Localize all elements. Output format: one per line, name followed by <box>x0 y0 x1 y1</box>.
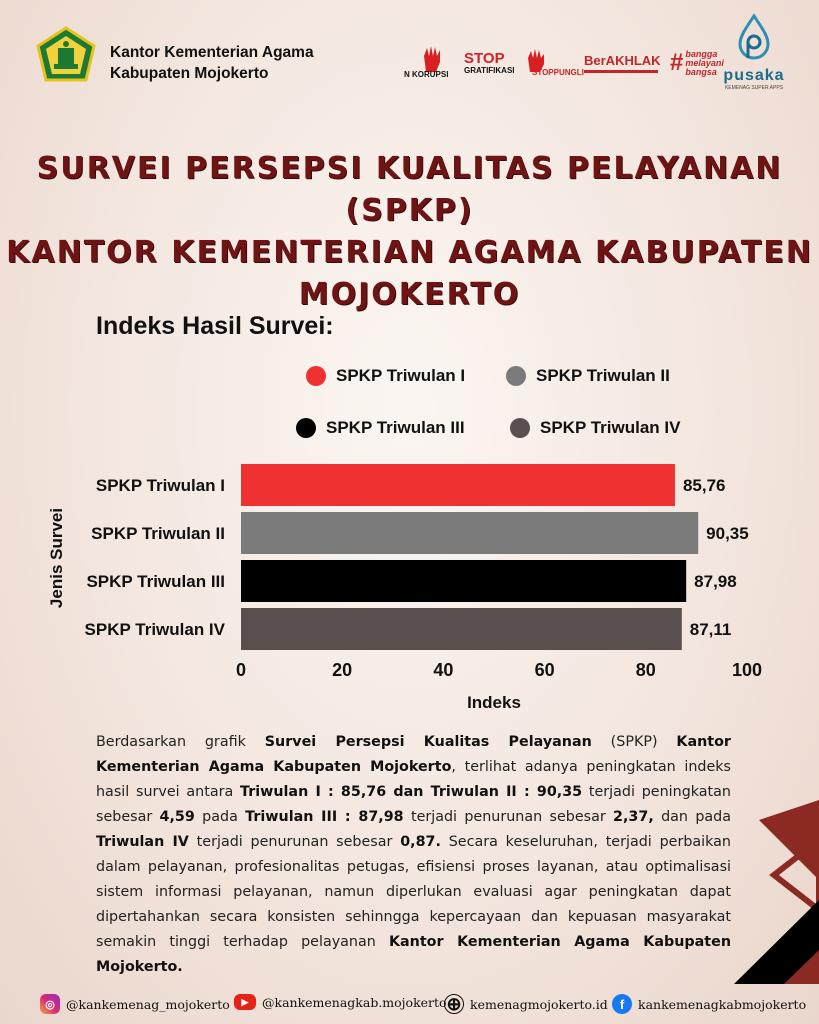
legend-item-triwulan-1 <box>306 366 465 386</box>
stop-gratifikasi-badge <box>464 51 520 76</box>
instagram-handle: @kankemenag_mojokerto <box>66 996 230 1012</box>
melayani-text: melayani <box>685 57 724 68</box>
desc-bold-9: Kantor Kementerian Agama Kabupaten Mojokerto. <box>96 934 732 975</box>
footer-facebook[interactable] <box>612 994 806 1014</box>
value-labels <box>683 476 749 639</box>
title-line-1: SURVEI PERSEPSI KUALITAS PELAYANAN (SPKP) <box>36 151 783 228</box>
org-line-2: Kabupaten Mojokerto <box>110 65 269 82</box>
category-label-spkp-triwulan-i: SPKP Triwulan I <box>95 476 225 495</box>
desc-bold-8: 0,87. <box>400 834 441 850</box>
desc-bold-2: Kantor Kementerian Agama Kabupaten Mojokerto <box>96 734 731 775</box>
footer-instagram[interactable] <box>40 994 230 1014</box>
legend-label-triwulan-1: SPKP Triwulan I <box>336 366 466 385</box>
y-axis-label: Jenis Survei <box>47 507 66 609</box>
stop-pungli-text: STOPPUNGLI <box>532 68 584 77</box>
footer-website[interactable] <box>444 994 608 1014</box>
bar-spkp-triwulan-iii <box>241 560 686 602</box>
desc-text-9: Secara keseluruhan, terjadi perbaikan dalam pelayanan, profesionalitas petugas, efisiensi proses layanan, atau optimalisasi sistem informasi pelayanan, namun diperlukan evaluasi agar peningkatan dapat dipertahankan secara konsisten sehinngga kepercayaan dan kepuasan masyarakat semakin tinggi terhadap pelayanan <box>96 834 731 950</box>
legend-item-triwulan-3 <box>296 418 465 438</box>
title-line-2: KANTOR KEMENTERIAN AGAMA KABUPATEN <box>6 235 813 270</box>
category-label-spkp-triwulan-iv: SPKP Triwulan IV <box>84 620 225 639</box>
desc-bold-5: Triwulan III : 87,98 <box>245 809 404 825</box>
desc-text-4: terjadi peningkatan sebesar <box>96 784 731 825</box>
berakhlak-text: BerAKHLAK <box>584 52 661 68</box>
desc-text-7: dan pada <box>653 809 732 825</box>
desc-text-6: terjadi penurunan sebesar <box>403 809 614 825</box>
x-tick-100: 100 <box>731 660 763 680</box>
x-tick-0: 0 <box>235 660 247 680</box>
gratifikasi-text: GRATIFIKASI <box>464 65 515 75</box>
legend-item-triwulan-2 <box>506 366 670 386</box>
no-korupsi-badge <box>404 44 460 82</box>
desc-text-8: terjadi penurunan sebesar <box>188 834 401 850</box>
organization-name <box>110 42 314 84</box>
facebook-icon: f <box>612 994 632 1014</box>
bar-spkp-triwulan-ii <box>241 512 698 554</box>
x-axis-label: Indeks <box>467 693 521 712</box>
footer <box>0 984 819 1024</box>
desc-bold-1: Survei Persepsi Kualitas Pelayanan <box>264 734 592 750</box>
stop-text: STOP <box>464 49 505 67</box>
desc-bold-4: 4,59 <box>159 809 195 825</box>
x-tick-40: 40 <box>433 660 454 680</box>
legend-dot-triwulan-2 <box>506 366 526 386</box>
globe-icon: ⊕ <box>444 994 464 1014</box>
x-tick-20: 20 <box>332 660 353 680</box>
instagram-icon: ◎ <box>40 994 60 1014</box>
legend-label-triwulan-4: SPKP Triwulan IV <box>540 418 681 437</box>
x-tick-labels <box>236 660 762 680</box>
bar-spkp-triwulan-i <box>241 464 675 506</box>
pusaka-subtitle: KEMENAG SUPER APPS <box>724 85 784 91</box>
legend-dot-triwulan-3 <box>296 418 316 438</box>
value-label-spkp-triwulan-i: 85,76 <box>682 476 726 495</box>
legend-label-triwulan-2: SPKP Triwulan II <box>536 366 670 385</box>
desc-bold-3: Triwulan I : 85,76 dan Triwulan II : 90,35 <box>240 784 583 800</box>
website-url: kemenagmojokerto.id <box>470 996 608 1012</box>
bangsa-text: bangsa <box>685 66 717 77</box>
category-label-spkp-triwulan-iii: SPKP Triwulan III <box>86 572 225 591</box>
desc-text-1: Berdasarkan grafik <box>96 734 265 750</box>
bar-spkp-triwulan-iv <box>241 608 682 650</box>
bangga-melayani-bangsa-badge <box>670 50 730 77</box>
title-line-3: MOJOKERTO <box>298 277 521 312</box>
no-korupsi-text: N KORUPSI <box>404 70 449 79</box>
category-label-spkp-triwulan-ii: SPKP Triwulan II <box>91 524 225 543</box>
stop-pungli-badge <box>524 44 584 82</box>
desc-text-3: , terlihat adanya peningkatan indeks hasil survei antara <box>96 759 731 800</box>
legend-dot-triwulan-1 <box>306 366 326 386</box>
value-label-spkp-triwulan-ii: 90,35 <box>706 524 749 543</box>
desc-bold-6: 2,37, <box>613 809 654 825</box>
desc-text-5: pada <box>194 809 246 825</box>
desc-text-2: (SPKP) <box>591 734 677 750</box>
bangga-text: bangga <box>685 48 718 59</box>
pusaka-drop-icon <box>734 14 774 62</box>
description-paragraph <box>96 730 731 980</box>
berakhlak-underline <box>584 70 658 73</box>
hashtag-icon: # <box>670 49 684 76</box>
page-title <box>0 148 819 316</box>
berakhlak-badge <box>584 54 666 73</box>
youtube-icon: ▶ <box>234 994 256 1010</box>
kemenag-logo <box>36 26 96 84</box>
pusaka-word: pusaka <box>723 67 785 84</box>
corner-decoration <box>729 800 819 984</box>
desc-bold-7: Triwulan IV <box>96 834 189 850</box>
org-line-1: Kantor Kementerian Agama <box>110 44 314 61</box>
bars-group <box>241 464 698 650</box>
x-tick-80: 80 <box>635 660 656 680</box>
category-labels <box>85 476 226 639</box>
legend-item-triwulan-4 <box>510 418 680 438</box>
legend-label-triwulan-3: SPKP Triwulan III <box>326 418 465 437</box>
bar-chart <box>0 440 819 720</box>
pusaka-logo <box>722 14 786 91</box>
campaign-badges <box>404 42 730 84</box>
youtube-handle: @kankemenagkab.mojokerto <box>262 994 447 1010</box>
value-label-spkp-triwulan-iii: 87,98 <box>694 572 737 591</box>
legend-dot-triwulan-4 <box>510 418 530 438</box>
facebook-handle: kankemenagkabmojokerto <box>638 996 807 1012</box>
value-label-spkp-triwulan-iv: 87,11 <box>689 620 732 639</box>
footer-youtube[interactable] <box>234 994 447 1010</box>
chart-subtitle: Indeks Hasil Survei: <box>96 312 334 340</box>
x-tick-60: 60 <box>534 660 555 680</box>
